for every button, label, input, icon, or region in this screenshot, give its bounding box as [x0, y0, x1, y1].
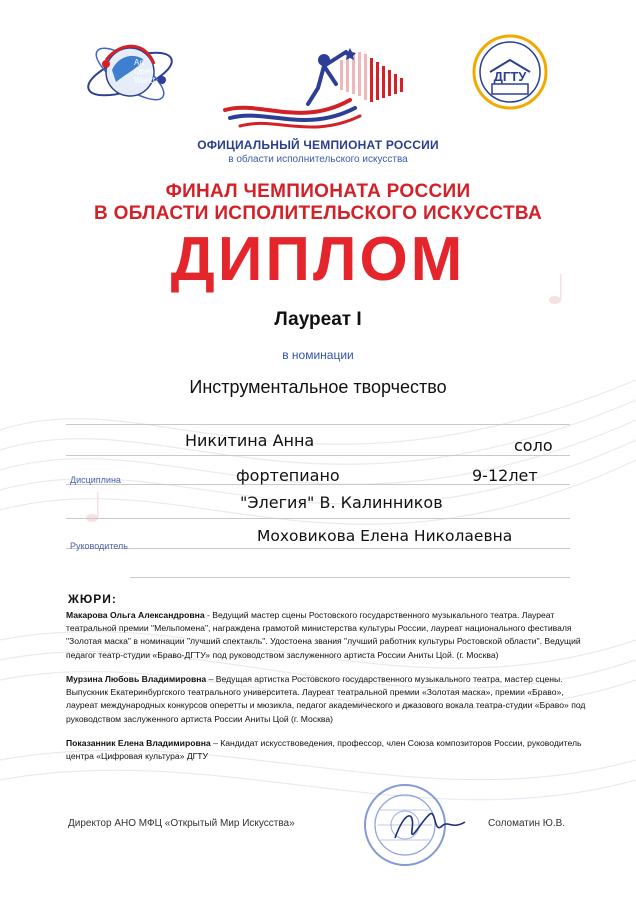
age-category: 9-12лет	[472, 466, 538, 485]
jury-member-separator: –	[206, 674, 216, 684]
jury-member-separator: -	[204, 610, 213, 620]
separator-line	[66, 424, 570, 425]
championship-title: ОФИЦИАЛЬНЫЙ ЧЕМПИОНАТ РОССИИ	[197, 138, 439, 152]
jury-member	[66, 673, 596, 726]
laureate-degree: Лауреат I	[274, 309, 362, 330]
jury-member	[66, 609, 596, 662]
nomination-value: Инструментальное творчество	[189, 377, 447, 397]
jury-member-separator: –	[210, 738, 221, 748]
jury-member-name: Показанник Елена Владимировна	[66, 738, 211, 748]
discipline-value: фортепиано	[236, 466, 340, 485]
jury-title: ЖЮРИ:	[68, 592, 117, 606]
jury-member-description: Ведущий мастер сцены Ростовского государственного музыкального театра. Лауреат театральной премии "Мельпомена", награждена грамотой министерства культуры России, лауреат национального фестиваля "Золотая маска" в номинации "лучший спектакль". Удостоена звания "лучший работник культуры Ростовской области". Ведущий педагог театр-студии «Браво-ДГТУ» под руководством заслуженного артиста России Аниты Цой. (г. Москва)	[66, 610, 581, 660]
supervisor-label: Руководитель	[70, 541, 128, 551]
championship-subtitle: в области исполнительского искусства	[228, 154, 408, 165]
logo-word-open: Open	[134, 67, 154, 76]
separator-line	[66, 518, 570, 519]
separator-line	[66, 455, 570, 456]
dgtu-logo-text: ДГТУ	[493, 69, 527, 84]
championship-emblem	[220, 48, 420, 132]
performed-piece: "Элегия" В. Калинников	[240, 493, 443, 512]
discipline-label: Дисциплина	[70, 475, 121, 485]
dgtu-logo	[470, 32, 550, 112]
diploma-title: ДИПЛОМ	[170, 225, 466, 294]
logo-word-art: Art	[134, 58, 145, 67]
director-name: Соломатин Ю.В.	[488, 818, 566, 829]
director-title: Директор АНО МФЦ «Открытый Мир Искусства»	[68, 818, 295, 829]
jury-member-description: Ведущая артистка Ростовского государственного музыкального театра, мастер сцены. Выпускник Екатеринбургского театрального университета. Лауреат театральной премии «Золотая маска», премии «Браво», лауреат международных конкурсов оперетты и мюзикла, педагог академического и джазового вокала театра-студии «Браво» под руководством заслуженного артиста России Аниты Цой (г. Москва)	[66, 674, 586, 724]
final-title-line1: ФИНАЛ ЧЕМПИОНАТА РОССИИ	[165, 181, 471, 202]
jury-member-name: Макарова Ольга Александровна	[66, 610, 205, 620]
participant-format: соло	[514, 436, 553, 455]
jury-member	[66, 737, 596, 763]
jury-member-name: Мурзина Любовь Владимировна	[66, 674, 207, 684]
art-open-world-logo	[82, 30, 182, 112]
final-title-line2: В ОБЛАСТИ ИСПОЛИТЕЛЬСКОГО ИСКУССТВА	[94, 203, 542, 224]
signature-mark	[390, 800, 470, 850]
supervisor-name: Моховикова Елена Николаевна	[257, 527, 513, 545]
separator-line	[130, 577, 570, 578]
jury-member-description: Кандидат искусствоведения, профессор, член Союза композиторов России, руководитель центра «Цифровая культура» ДГТУ	[66, 738, 582, 762]
logo-word-world: World	[134, 76, 155, 85]
separator-line	[66, 548, 570, 549]
participant-name: Никитина Анна	[185, 431, 315, 450]
nomination-label: в номинации	[282, 348, 354, 362]
